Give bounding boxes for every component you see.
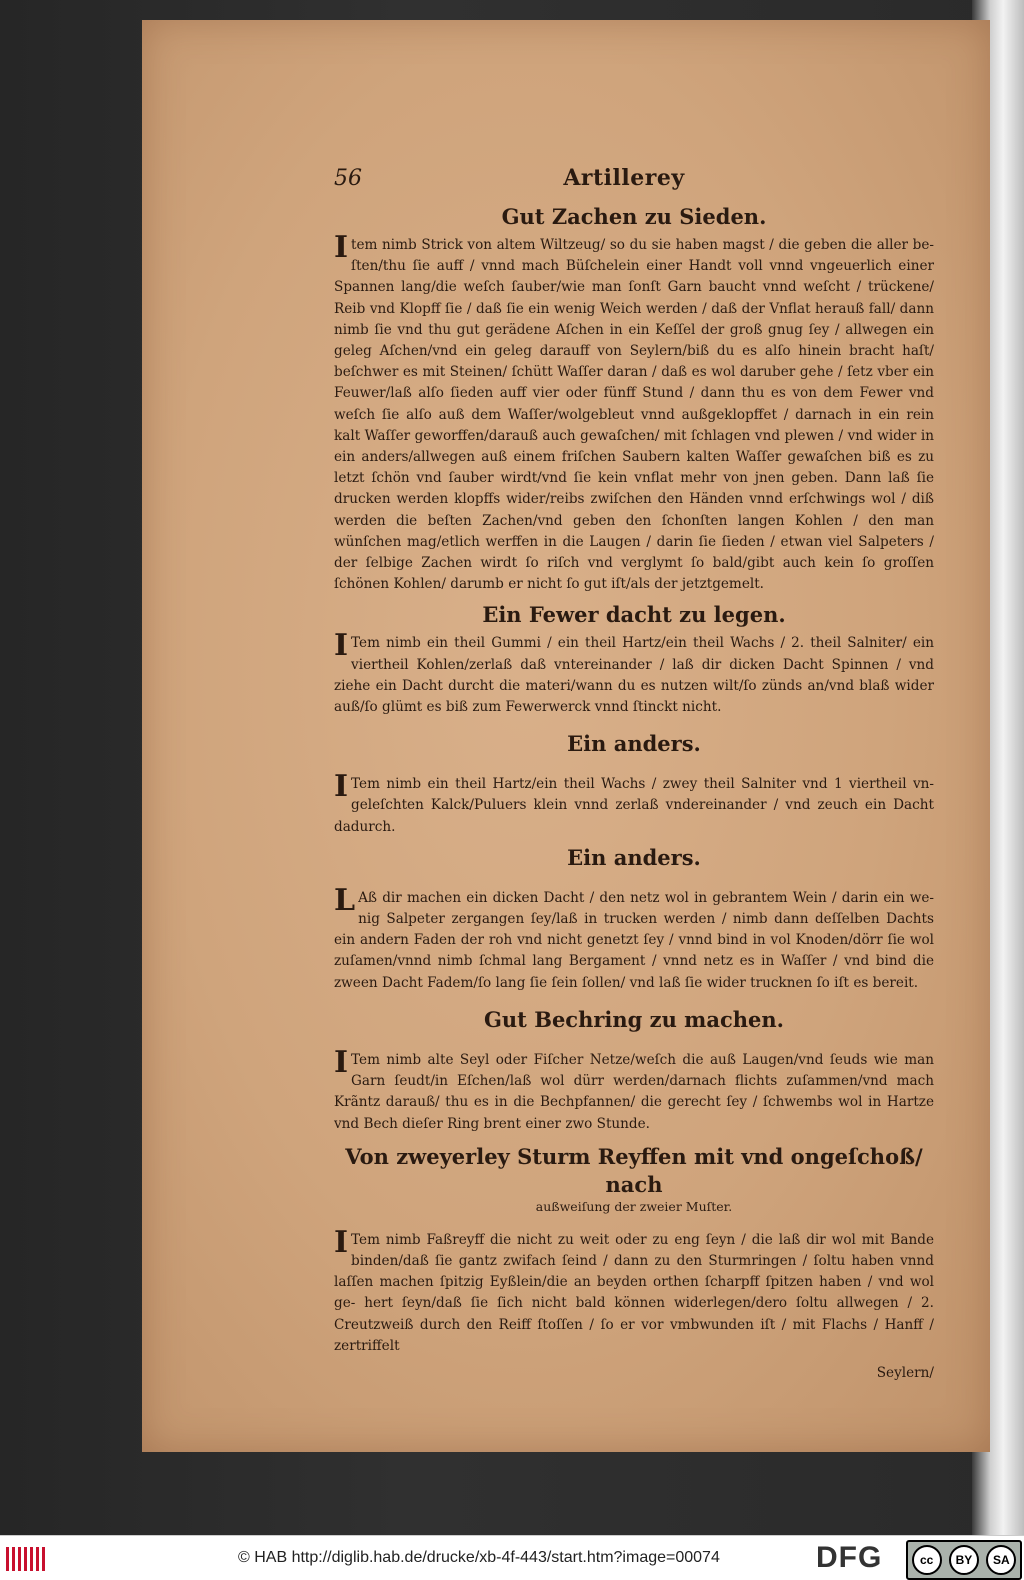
section-paragraph: ITem nimb ein theil Hartz/ein theil Wachs / zwey theil Salniter vnd 1 viertheil vn- geleſchten Kalck/Puluers klein vnnd zerlaß vndereinander / vnd zeuch ein Dacht dadurch. bbox=[334, 769, 934, 835]
section-heading: Von zweyerley Sturm Reyffen mit vnd ongeſchoß/ nach bbox=[345, 1143, 923, 1197]
cc-icon: cc bbox=[912, 1545, 942, 1575]
section-paragraph: LAß dir machen ein dicken Dacht / den netz wol in gebrantem Wein / darin ein we- nig Salpeter zergangen ſey/laß in trucken werden / nimb dann deſſelben Dachts ein andern Faden der roh vnd nicht genetzt ſey / vnnd bind in vol Knoden/dörr ſie wol zuſamen/vnnd nimb ſchmal lang Bergament / vnnd netz es in Waſſer / vnd bind die zween Dacht Fadem/ſo lang ſie ſein ſollen/ vnd laß ſie wider trucknen ſo iſt es bereit. bbox=[334, 882, 934, 991]
sa-icon: SA bbox=[986, 1545, 1016, 1575]
section-heading: Ein anders. bbox=[567, 844, 701, 870]
section-heading: Gut Bechring zu machen. bbox=[483, 1006, 784, 1032]
page-number: 56 bbox=[334, 166, 362, 191]
running-head: Artillerey bbox=[563, 165, 685, 191]
catchword: Seylern/ bbox=[876, 1364, 934, 1381]
page-content bbox=[334, 165, 934, 1383]
dfg-logo[interactable]: DFG bbox=[816, 1541, 883, 1574]
section-heading: Ein Fewer dacht zu legen. bbox=[482, 602, 786, 628]
section-heading: Gut Zachen zu Sieden. bbox=[501, 204, 767, 229]
cc-license-badge[interactable] bbox=[906, 1540, 1022, 1580]
by-icon: BY bbox=[949, 1545, 979, 1575]
section-paragraph: ITem nimb ein theil Gummi / ein theil Hartz/ein theil Wachs / 2. theil Salniter/ ein viertheil Kohlen/zerlaß daß vntereinander / laß dir dicken Dacht Spinnen / vnd ziehe ein Dacht durcht die materi/wann du es nutzen wilt/ſo zünds an/vnd blaß wider auß/ſo glümt es biß zum Fewerwerck vnnd ſtinckt nicht. bbox=[334, 628, 934, 716]
page-header bbox=[334, 165, 934, 201]
barcode-logo-icon bbox=[4, 1541, 48, 1575]
viewer-footer bbox=[0, 1535, 1024, 1580]
section-paragraph: ITem nimb alte Seyl oder Fiſcher Netze/weſch die auß Laugen/vnd ſeuds wie man Garn ſeudt/in Eſchen/laß wol dürr werden/darnach flichts zuſammen/vnd mach Krãntz darauß/ thu es in die Bechpfannen/ die gerecht ſey / ſchwembs wol in Hartze vnd Bech dieſer Ring brent einer zwo Stunde. bbox=[334, 1044, 934, 1132]
footer-credit-link[interactable]: © HAB http://diglib.hab.de/drucke/xb-4f-443/start.htm?image=00074 bbox=[238, 1549, 720, 1566]
section-subheading: außweiſung der zweier Muſter. bbox=[535, 1198, 733, 1214]
section-paragraph: ITem nimb Faßreyff die nicht zu weit oder zu eng ſeyn / die laß dir wol mit Bande binden/daß ſie gantz zwifach ſeind / dann zu den Sturmringen / ſoltu haben vnnd laſſen machen ſpitzig Eyßlein/die an beyden orthen ſcharpff ſpitzen haben / vnd wol ge- hert ſeyn/daß ſie ſich nicht bald können widerlegen/dero ſoltu allwegen / 2. Creutzweiß durch den Reiff ſtoſſen / ſo er vor vmbwunden iſt / mit Flachs / Hanff / zertriffelt bbox=[334, 1224, 934, 1354]
section-paragraph: Item nimb Strick von altem Wiltzeug/ so du sie haben magst / die geben die aller be- ſten/thu ſie auff / vnnd mach Büſchelein einer Handt voll vnnd vngeuerlich einer Spannen lang/die weſch ſauber/wie man ſonſt Garn baucht vnnd weſcht / trückene/ Reib vnd Klopff ſie / daß ſie ein wenig Weich werden / daß der Vnflat herauß fall/ dann nimb ſie vnd thu gut gerädene Aſchen in ein Keſſel der groß gnug ſey / allwegen ein geleg Aſchen/vnd ein geleg darauff von Seylern/biß du es alſo hinein bracht haſt/ beſchwer es mit Steinen/ ſchütt Waſſer daran / daß es wol daruber gehe / ſetz vber ein Feuwer/laß alſo ſieden auff vier oder fünff Stund / dann thu es von dem Fewer vnd weſch ſie alſo auß dem Waſſer/wolgebleut vnnd außgeklopffet / darnach in ein rein kalt Waſſer geworffen/darauß auch gewaſchen/ mit ſchlagen vnd plewen / vnd wider in ein anders/allwegen auß einem friſchen Saubern kalten Waſſer gewaſchen biß es zu letzt ſchön vnd ſauber wirdt/vnd ſie kein vnflat mehr von jnen geben. Dann laß ſie drucken werden klopffs wider/reibs zwiſchen den Händen vnnd erſchwings wol / diß werden die beſten Zachen/vnd geben den ſchonſten langen Kohlen / den man wünſchen mag/etlich werffen in die Laugen / darin ſie ſieden / etwan viel Salpeters / der ſelbige Zachen wirdt ſo riſch vnd verglymt ſo bald/gibt auch kein ſo groſſen ſchönen Kohlen/ darumb er nicht ſo gut iſt/als der jetztgemelt. bbox=[334, 230, 934, 593]
section-heading: Ein anders. bbox=[567, 731, 701, 757]
